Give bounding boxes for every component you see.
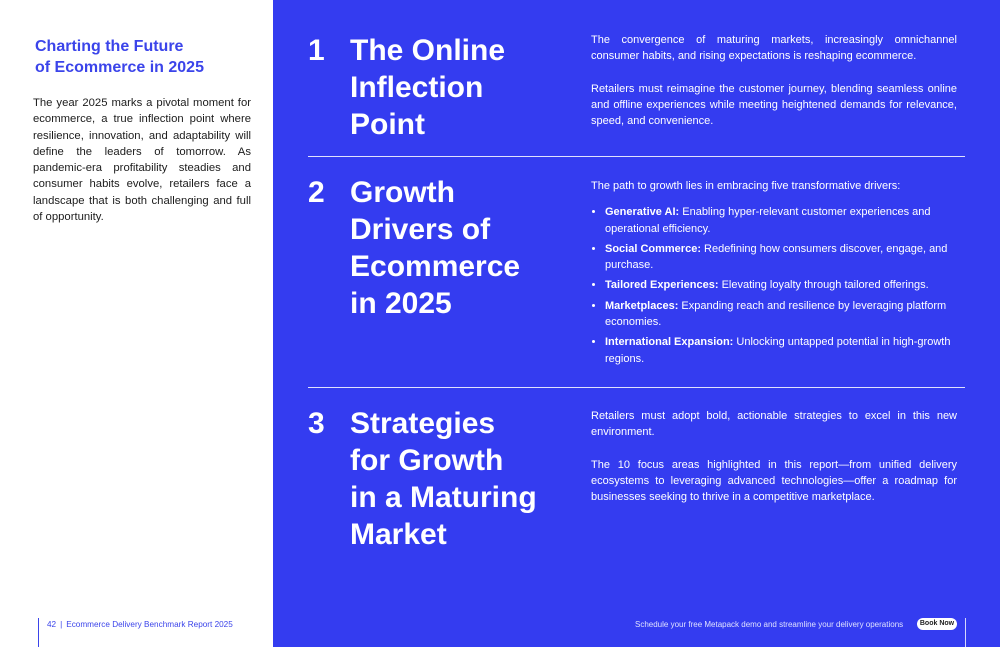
page-title <box>35 36 255 78</box>
page-number: 42 <box>47 620 57 629</box>
list-item-text: Unlocking untapped potential in high-growth regions. <box>605 336 951 365</box>
list-item-text: Redefining how consumers discover, engage, and purchase. <box>605 242 948 272</box>
page-title-line-1: Charting the Future <box>35 38 184 55</box>
list-item-term: Marketplaces: <box>605 299 679 312</box>
section-1-paragraph: Retailers must reimagine the customer journey, blending seamless online and offline experiences while meeting heightened demands for relevance, speed, and convenience. <box>591 82 957 128</box>
list-item <box>605 204 957 237</box>
section-2-lead: The path to growth lies in embracing five transformative drivers: <box>591 180 901 192</box>
section-3-number: 3 <box>308 407 325 440</box>
section-1-number: 1 <box>308 34 325 67</box>
intro-paragraph: The year 2025 marks a pivotal moment for ecommerce, a true inflection point where resilience, innovation, and adaptability will define the leaders of tomorrow. As pandemic-era profitability steadies and consumer habits evolve, retailers face a landscape that is both challenging and full of opportunity. <box>33 97 251 224</box>
section-1-body <box>591 32 957 145</box>
section-1-title <box>350 32 560 143</box>
section-divider <box>308 156 965 157</box>
footer-page-info <box>38 618 233 647</box>
list-item-term: Social Commerce: <box>605 242 701 255</box>
page-title-line-2: of Ecommerce in 2025 <box>35 59 204 76</box>
footer-cta-text: Schedule your free Metapack demo and streamline your delivery operations <box>635 620 904 629</box>
section-1-title-line: Point <box>350 108 425 141</box>
section-2-title <box>350 174 560 322</box>
section-1-title-line: Inflection <box>350 71 484 104</box>
section-3-title <box>350 405 580 553</box>
list-item-text: Expanding reach and resilience by leveraging platform economies. <box>605 299 947 329</box>
section-3-title-line: Market <box>350 518 447 551</box>
footer-rule <box>965 618 966 647</box>
section-2-title-line: Growth <box>350 176 455 209</box>
list-item-term: International Expansion: <box>605 336 734 349</box>
list-item <box>605 298 957 331</box>
list-item <box>605 277 957 293</box>
section-1-paragraph: The convergence of maturing markets, increasingly omnichannel consumer habits, and rising expectations is reshaping ecommerce. <box>591 34 957 63</box>
section-3-title-line: Strategies <box>350 407 496 440</box>
list-item-term: Generative AI: <box>605 206 680 219</box>
list-item <box>605 241 957 274</box>
list-item-text: Enabling hyper-relevant customer experiences and operational efficiency. <box>605 206 931 235</box>
footer-separator: | <box>60 620 63 629</box>
section-3-paragraph: Retailers must adopt bold, actionable strategies to excel in this new environment. <box>591 410 957 439</box>
section-2-title-line: Ecommerce <box>350 250 521 283</box>
section-3-body <box>591 408 957 521</box>
list-item-term: Tailored Experiences: <box>605 279 719 292</box>
report-name: Ecommerce Delivery Benchmark Report 2025 <box>66 620 233 629</box>
right-panel <box>273 0 1000 647</box>
section-2-number: 2 <box>308 176 325 209</box>
section-1-title-line: The Online <box>350 34 506 67</box>
section-divider <box>308 387 965 388</box>
section-3-title-line: in a Maturing <box>350 481 537 514</box>
section-2-body <box>591 178 957 371</box>
left-panel <box>0 0 273 647</box>
list-item <box>605 334 957 367</box>
drivers-list <box>591 204 957 367</box>
section-2-title-line: in 2025 <box>350 287 452 320</box>
list-item-text: Elevating loyalty through tailored offerings. <box>718 279 929 292</box>
section-3-title-line: for Growth <box>350 444 504 477</box>
book-now-button[interactable]: Book Now <box>917 618 957 630</box>
section-2-title-line: Drivers of <box>350 213 491 246</box>
section-3-paragraph: The 10 focus areas highlighted in this report—from unified delivery ecosystems to leveraging advanced technologies—offer a roadmap for businesses seeking to thrive in a competitive marketplace. <box>591 458 957 504</box>
